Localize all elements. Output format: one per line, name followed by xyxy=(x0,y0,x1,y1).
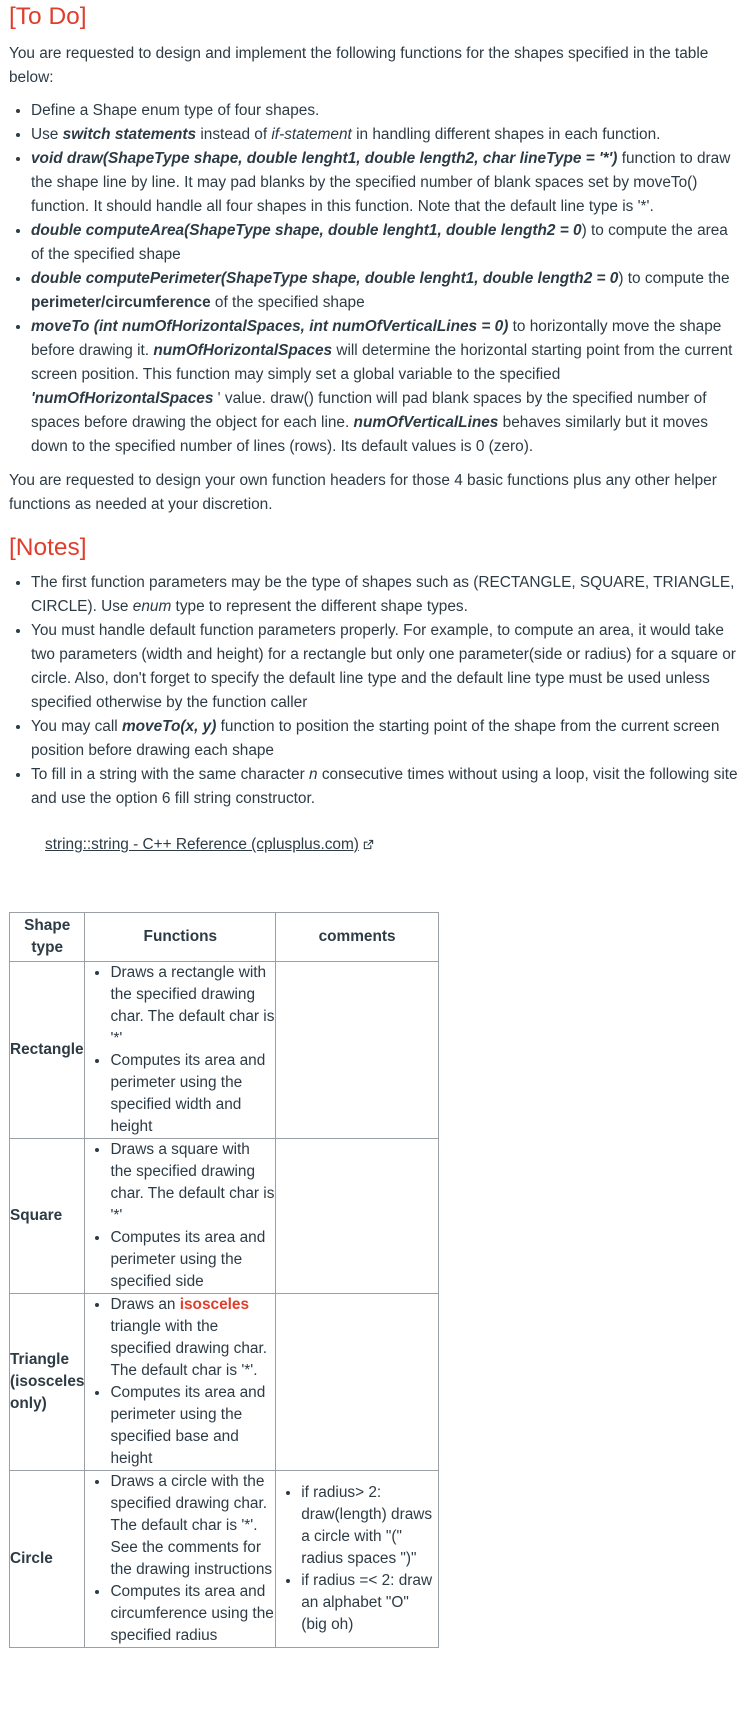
functions-cell: • Draws a rectangle with the specified drawing char. The default char is '*' • Computes its area and perimeter using the specified width and height xyxy=(85,962,276,1139)
shape-name: Circle xyxy=(10,1471,85,1648)
functions-cell: • Draws a square with the specified drawing char. The default char is '*' • Computes its area and perimeter using the specified side xyxy=(85,1139,276,1294)
table-row xyxy=(10,1294,439,1471)
list-item: • The first function parameters may be the type of shapes such as (RECTANGLE, SQUARE, TRIANGLE, CIRCLE). Use enum type to represent the different shape types. xyxy=(31,571,740,619)
perimeter-signature: double computePerimeter(ShapeType shape, double lenght1, double length2 = 0 xyxy=(31,270,619,287)
external-link-icon xyxy=(363,839,374,850)
shape-name: Rectangle xyxy=(10,962,85,1139)
functions-cell: • Draws an isosceles triangle with the specified drawing char. The default char is '*'. • Computes its area and perimeter using the specified base and height xyxy=(85,1294,276,1471)
todo-intro: You are requested to design and implement the following functions for the shapes specified in the table below: xyxy=(9,45,709,86)
notes-heading: [Notes] xyxy=(9,534,87,561)
todo-heading: [To Do] xyxy=(9,3,87,30)
comments-cell: • if radius> 2: draw(length) draws a circle with "(" radius spaces ")" • if radius =< 2: draw an alphabet "O" (big oh) xyxy=(276,1471,439,1648)
reference-link-row xyxy=(45,833,740,857)
list-item: • To fill in a string with the same character n consecutive times without using a loop, visit the following site and use the option 6 fill string constructor. xyxy=(31,763,740,811)
table-header-row xyxy=(10,913,439,962)
table-row xyxy=(10,1471,439,1648)
table-row xyxy=(10,962,439,1139)
design-paragraph: You are requested to design your own function headers for those 4 basic functions plus any other helper functions as needed at your discretion. xyxy=(9,472,717,513)
list-item: • moveTo (int numOfHorizontalSpaces, int numOfVerticalLines = 0) to horizontally move the shape before drawing it. numOfHorizontalSpaces will determine the horizontal starting point from the current screen position. This function may simply set a global variable to the specified 'numOfHorizontalSpaces ' value. draw() function will pad blank spaces by the specified number of spaces before drawing the object for each line. numOfVerticalLines behaves similarly but it moves down to the specified number of lines (rows). Its default values is 0 (zero). xyxy=(31,315,740,459)
list-item: • You must handle default function parameters properly. For example, to compute an area, it would take two parameters (width and height) for a rectangle but only one parameter(side or radius) for a square or circle. Also, don't forget to specify the default line type and the default line type must be used unless specified otherwise by the function caller xyxy=(31,619,740,715)
moveto-signature: moveTo (int numOfHorizontalSpaces, int numOfVerticalLines = 0) xyxy=(31,318,509,335)
comments-cell xyxy=(276,962,439,1139)
functions-cell: • Draws a circle with the specified drawing char. The default char is '*'. See the comments for the drawing instructions • Computes its area and circumference using the specified radius xyxy=(85,1471,276,1648)
shape-name: Triangle (isosceles only) xyxy=(10,1294,85,1471)
notes-list xyxy=(9,571,740,811)
cplusplus-reference-link[interactable]: string::string - C++ Reference (cplusplus.com) xyxy=(45,836,359,853)
list-item: • void draw(ShapeType shape, double lenght1, double length2, char lineType = '*') function to draw the shape line by line. It may pad blanks by the specified number of blank spaces set by moveTo() function. It should handle all four shapes in this function. Note that the default line type is '*'. xyxy=(31,147,740,219)
list-item: • double computeArea(ShapeType shape, double lenght1, double length2 = 0) to compute the area of the specified shape xyxy=(31,219,740,267)
list-item: • You may call moveTo(x, y) function to position the starting point of the shape from the current screen position before drawing each shape xyxy=(31,715,740,763)
list-item: • Define a Shape enum type of four shapes. xyxy=(31,99,740,123)
comments-cell xyxy=(276,1139,439,1294)
comments-header: comments xyxy=(276,913,439,962)
draw-signature: void draw(ShapeType shape, double lenght1, double length2, char lineType = '*') xyxy=(31,150,618,167)
todo-list xyxy=(9,99,740,459)
functions-header: Functions xyxy=(85,913,276,962)
area-signature: double computeArea(ShapeType shape, double lenght1, double length2 = 0 xyxy=(31,222,582,239)
comments-cell xyxy=(276,1294,439,1471)
table-row xyxy=(10,1139,439,1294)
shapes-table xyxy=(9,912,439,1648)
list-item: • double computePerimeter(ShapeType shape, double lenght1, double length2 = 0) to compute the perimeter/circumference of the specified shape xyxy=(31,267,740,315)
shape-name: Square xyxy=(10,1139,85,1294)
shape-type-header: Shape type xyxy=(10,913,85,962)
list-item: • Use switch statements instead of if-statement in handling different shapes in each function. xyxy=(31,123,740,147)
